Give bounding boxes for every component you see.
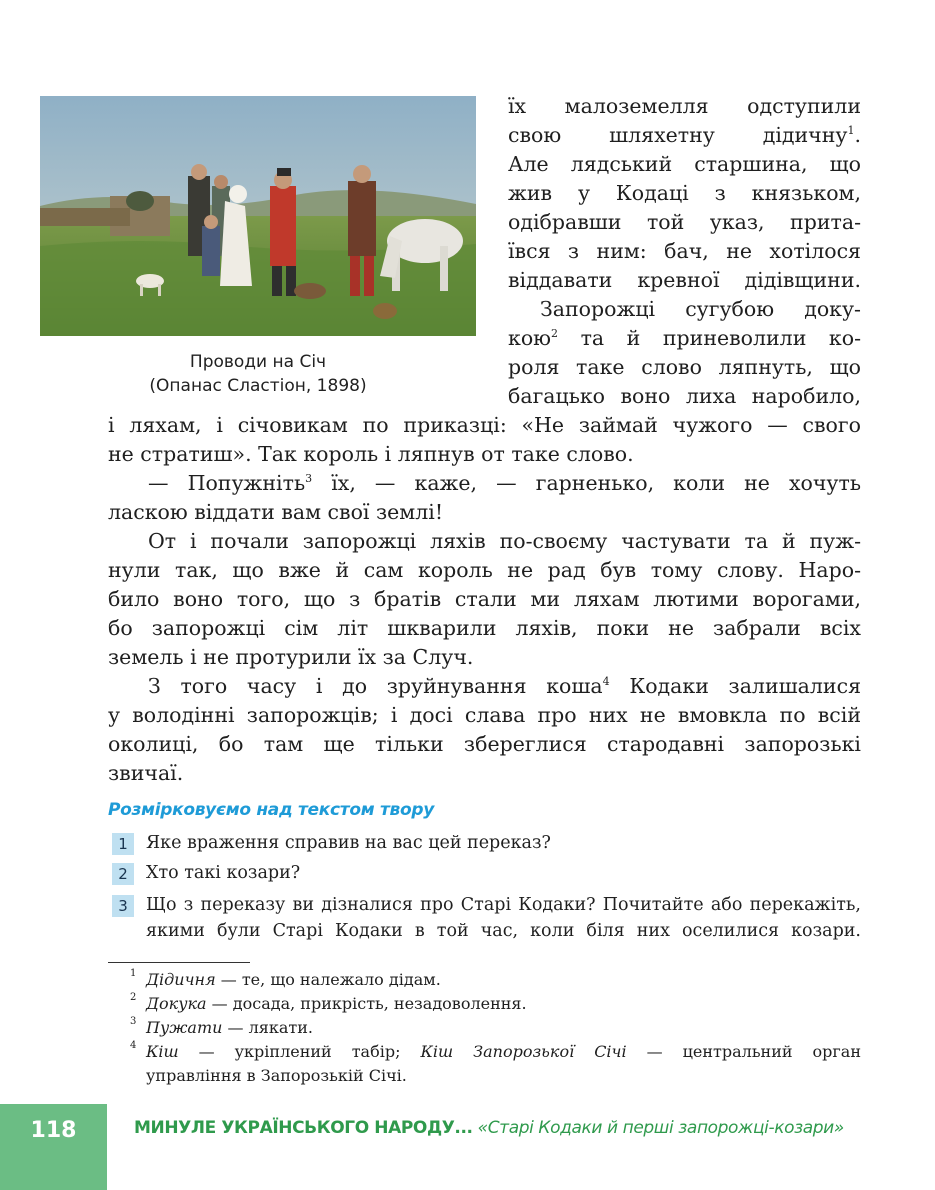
- running-footer: [134, 1118, 844, 1138]
- text-line: не стратиш». Так король і ляпнув от таке слово.: [108, 442, 634, 466]
- text-line: ївся з ним: бач, не хотілося: [508, 239, 861, 263]
- painting-image: [40, 96, 476, 336]
- footer-section: МИНУЛЕ УКРАЇНСЬКОГО НАРОДУ...: [134, 1118, 473, 1138]
- question-number: 1: [112, 833, 134, 855]
- text-line: бо запорожці сім літ шкварили ляхів, поки не забрали всіх: [108, 616, 861, 640]
- painting-caption: [40, 350, 476, 398]
- footnote: Кіш — укріплений табір; Кіш Запорозької Січі — центральний орган: [146, 1042, 861, 1061]
- question-number: 2: [112, 863, 134, 885]
- caption-credit: (Опанас Сластіон, 1898): [149, 376, 367, 396]
- text-line: у володінні запорожців; і досі слава про них не вмовкла по всій: [108, 703, 861, 727]
- footer-work-title: «Старі Кодаки й перші запорожці-козари»: [477, 1118, 844, 1138]
- question-text: Яке враження справив на вас цей переказ?: [146, 833, 551, 853]
- text-line: ласкою віддати вам свої землі!: [108, 500, 444, 524]
- text-line: Запорожці сугубою доку-: [540, 297, 861, 321]
- section-title: Розмірковуємо над текстом твору: [108, 800, 434, 820]
- question-text: якими були Старі Кодаки в той час, коли біля них оселилися козари.: [146, 921, 861, 941]
- question-text: Хто такі козари?: [146, 863, 301, 883]
- text-line: нули так, що вже й сам король не рад був тому слову. Наро-: [108, 558, 861, 582]
- footnote: Дідичня — те, що належало дідам.: [146, 970, 441, 989]
- footnote-number: 3: [130, 1016, 137, 1027]
- text-line: роля таке слово ляпнуть, що: [508, 355, 861, 379]
- footnote-ref: 1: [847, 124, 855, 137]
- footnote: Пужати — лякати.: [146, 1018, 314, 1037]
- footnote-number: 4: [130, 1040, 137, 1051]
- text-line: одібравши той указ, прита-: [508, 210, 861, 234]
- text-line: багацько воно лиха наробило,: [508, 384, 861, 408]
- text-line: земель і не протурили їх за Случ.: [108, 645, 474, 669]
- painting-illustration: [40, 96, 476, 336]
- text-line: От і почали запорожці ляхів по-своєму частувати та й пуж-: [148, 529, 861, 553]
- footnote-ref: 3: [305, 472, 313, 485]
- page-number: 118: [30, 1118, 77, 1143]
- footnote: Докука — досада, прикрість, незадоволення.: [146, 994, 527, 1013]
- footnote: управління в Запорозькій Січі.: [146, 1066, 407, 1085]
- text-line: звичаї.: [108, 761, 184, 785]
- text-line: свою шляхетну дідичну$^1$.: [508, 123, 861, 147]
- question-text: Що з переказу ви дізналися про Старі Кодаки? Почитайте або перекажіть,: [146, 895, 861, 915]
- footnote-number: 1: [130, 968, 137, 979]
- text-line: било воно того, що з братів стали ми ляхам лютими ворогами,: [108, 587, 861, 611]
- text-line: З того часу і до зруйнування коша$^4$ Кодаки залишалися: [148, 674, 861, 698]
- text-line: жив у Кодаці з князьком,: [508, 181, 861, 205]
- question-number: 3: [112, 895, 134, 917]
- text-line: — Попужніть$^3$ їх, — каже, — гарненько, коли не хочуть: [148, 471, 861, 495]
- footnote-ref: 2: [551, 327, 559, 340]
- text-line: кою$^2$ та й приневолили ко-: [508, 326, 861, 350]
- caption-title: Проводи на Січ: [189, 352, 327, 372]
- text-line: віддавати кревної дідівщини.: [508, 268, 861, 292]
- footnote-number: 2: [130, 992, 137, 1003]
- text-line: їх малоземелля одступили: [508, 94, 861, 118]
- text-line: околиці, бо там ще тільки збереглися стародавні запорозькі: [108, 732, 861, 756]
- text-line: і ляхам, і січовикам по приказці: «Не займай чужого — свого: [108, 413, 861, 437]
- page-number-box: [0, 1104, 107, 1190]
- footnote-ref: 4: [602, 675, 610, 688]
- footnote-divider: [108, 962, 250, 963]
- text-line: Але лядський старшина, що: [508, 152, 861, 176]
